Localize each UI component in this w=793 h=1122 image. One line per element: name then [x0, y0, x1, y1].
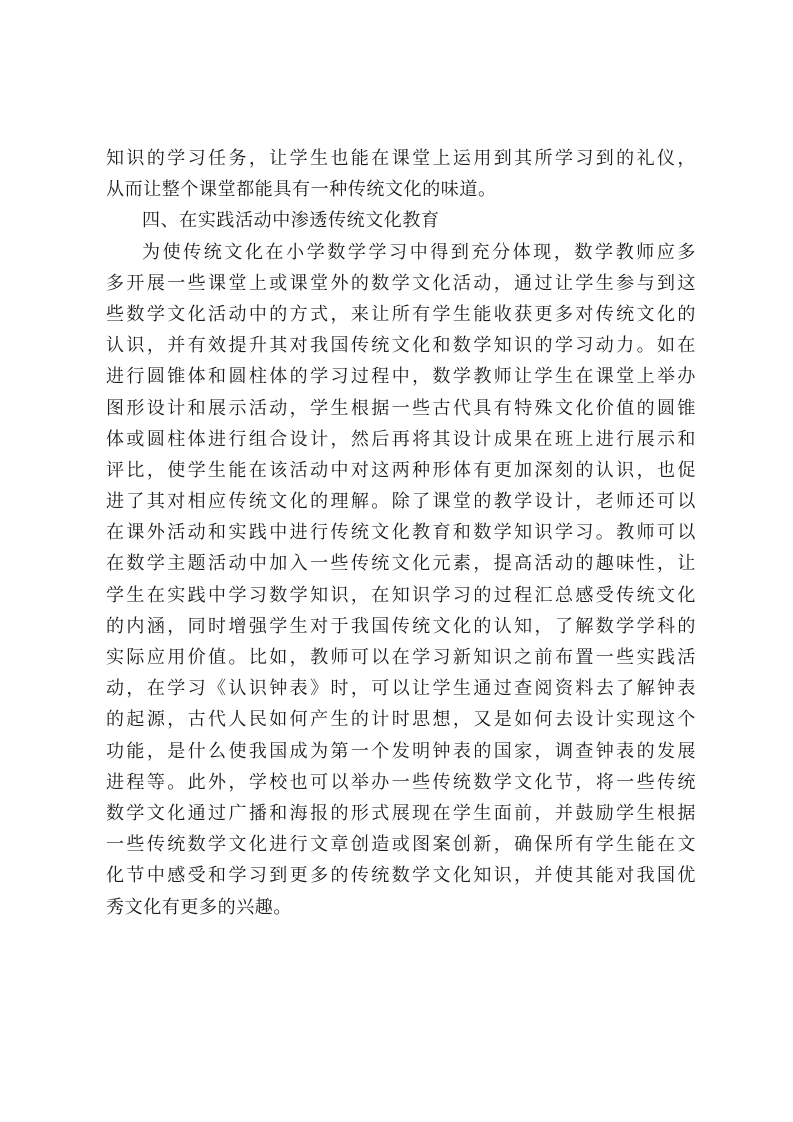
body-paragraph — [106, 237, 696, 923]
text-line: 在数学主题活动中加入一些传统文化元素，提高活动的趣味性，让 — [106, 553, 696, 575]
text-line: 一些传统数学文化进行文章创造或图案创新，确保所有学生能在文 — [106, 834, 696, 856]
text-line: 秀文化有更多的兴趣。 — [106, 896, 292, 918]
text-line: 进程等。此外，学校也可以举办一些传统数学文化节，将一些传统 — [106, 771, 696, 793]
text-line: 些数学文化活动中的方式，来让所有学生能收获更多对传统文化的 — [106, 303, 696, 325]
text-line: 在课外活动和实践中进行传统文化教育和数学知识学习。教师可以 — [106, 522, 696, 544]
text-line: 为使传统文化在小学数学学习中得到充分体现，数学教师应多 — [142, 241, 696, 263]
text-line: 评比，使学生能在该活动中对这两种形体有更加深刻的认识，也促 — [106, 459, 696, 481]
document-body — [106, 143, 696, 923]
section-heading-text: 四、在实践活动中渗透传统文化教育 — [142, 210, 440, 232]
text-line: 图形设计和展示活动，学生根据一些古代具有特殊文化价值的圆锥 — [106, 397, 696, 419]
text-line: 功能，是什么使我国成为第一个发明钟表的国家，调查钟表的发展 — [106, 740, 696, 762]
text-line: 数学文化通过广播和海报的形式展现在学生面前，并鼓励学生根据 — [106, 802, 696, 824]
text-line: 知识的学习任务，让学生也能在课堂上运用到其所学习到的礼仪， — [106, 148, 696, 169]
text-line: 化节中感受和学习到更多的传统数学文化知识，并使其能对我国优 — [106, 865, 696, 887]
text-line: 实际应用价值。比如，教师可以在学习新知识之前布置一些实践活 — [106, 647, 696, 668]
continuation-paragraph — [106, 143, 696, 205]
text-line: 认识，并有效提升其对我国传统文化和数学知识的学习动力。如在 — [106, 335, 696, 357]
text-line: 进了其对相应传统文化的理解。除了课堂的教学设计，老师还可以 — [106, 491, 696, 513]
text-line: 多开展一些课堂上或课堂外的数学文化活动，通过让学生参与到这 — [106, 272, 696, 294]
text-line: 动，在学习《认识钟表》时，可以让学生通过查阅资料去了解钟表 — [106, 678, 696, 700]
section-heading — [106, 205, 696, 236]
text-line: 的内涵，同时增强学生对于我国传统文化的认知，了解数学学科的 — [106, 615, 696, 637]
text-line: 进行圆锥体和圆柱体的学习过程中，数学教师让学生在课堂上举办 — [106, 366, 696, 388]
text-line: 学生在实践中学习数学知识，在知识学习的过程汇总感受传统文化 — [106, 584, 696, 606]
text-line: 体或圆柱体进行组合设计，然后再将其设计成果在班上进行展示和 — [106, 428, 696, 450]
text-line: 的起源，古代人民如何产生的计时思想，又是如何去设计实现这个 — [106, 709, 696, 731]
text-line: 从而让整个课堂都能具有一种传统文化的味道。 — [106, 179, 497, 201]
